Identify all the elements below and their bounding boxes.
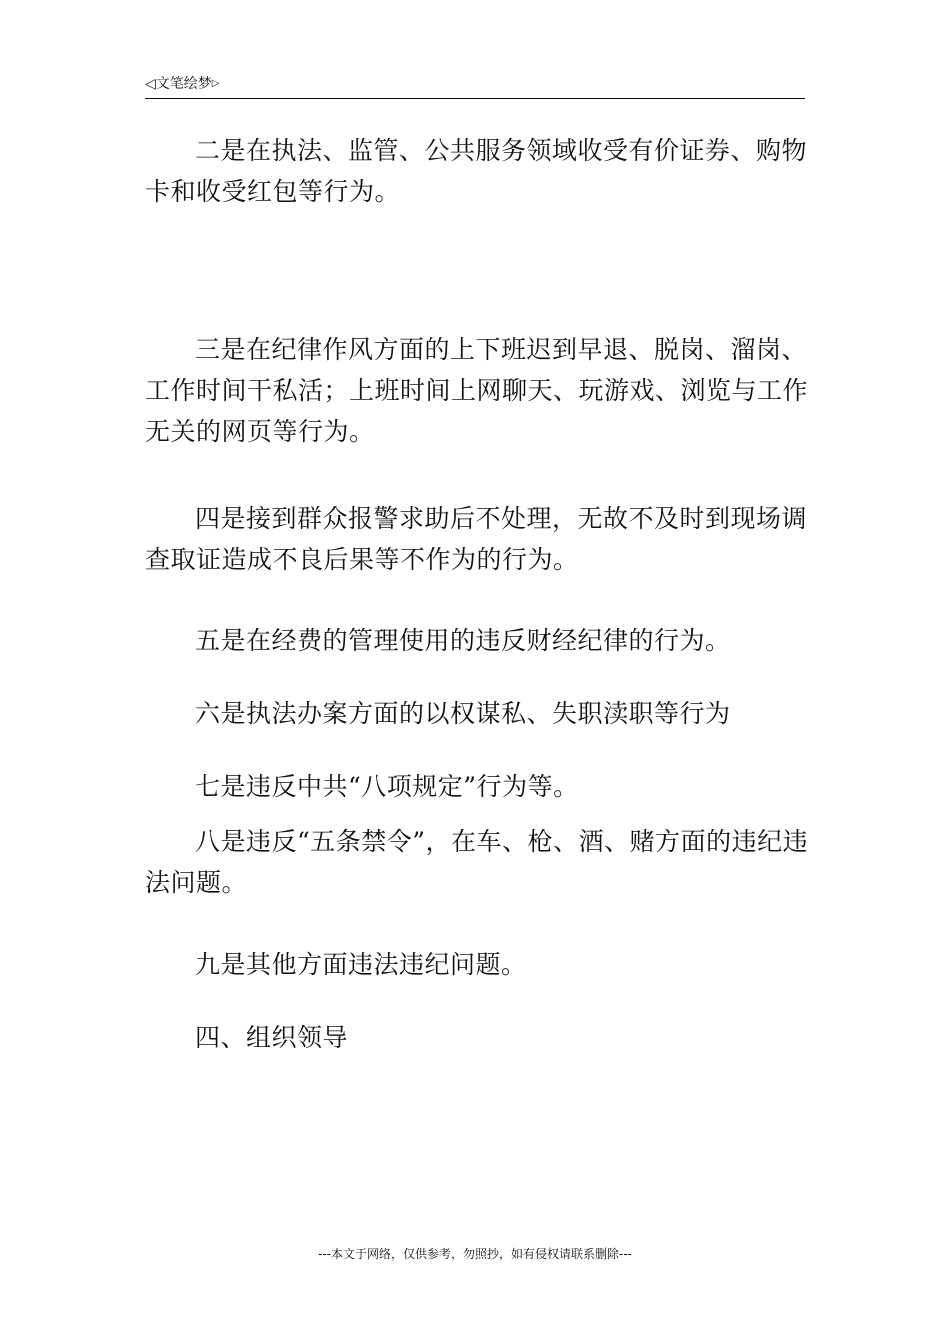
brand-text: 文笔绘梦 <box>155 76 212 92</box>
header-brand <box>145 75 219 93</box>
page-header <box>145 72 805 99</box>
paragraph-item-2: 二是在执法、监管、公共服务领域收受有价证券、购物卡和收受红包等行为。 <box>145 136 808 206</box>
paragraph-item-5: 五是在经费的管理使用的违反财经纪律的行为。 <box>195 626 731 655</box>
section-heading-organization: 四、组织领导 <box>195 1023 349 1052</box>
paragraph-item-6: 六是执法办案方面的以权谋私、失职渎职等行为 <box>195 699 731 728</box>
paragraph-item-4: 四是接到群众报警求助后不处理，无故不及时到现场调查取证造成不良后果等不作为的行为。 <box>145 504 808 574</box>
paragraph-item-9: 九是其他方面违法违纪问题。 <box>195 950 527 979</box>
left-triangle-icon: ◁ <box>145 76 156 92</box>
paragraph-item-8: 八是违反“五条禁令”，在车、枪、酒、赌方面的违纪违法问题。 <box>145 827 809 897</box>
paragraph-item-3: 三是在纪律作风方面的上下班迟到早退、脱岗、溜岗、工作时间干私活；上班时间上网聊天、玩游戏、浏览与工作无关的网页等行为。 <box>145 335 809 446</box>
page-footer-notice: ---本文于网络，仅供参考，勿照抄，如有侵权请联系删除--- <box>318 1247 632 1261</box>
right-triangle-icon: ▷ <box>211 78 220 89</box>
paragraph-item-7: 七是违反中共“八项规定”行为等。 <box>195 772 579 801</box>
